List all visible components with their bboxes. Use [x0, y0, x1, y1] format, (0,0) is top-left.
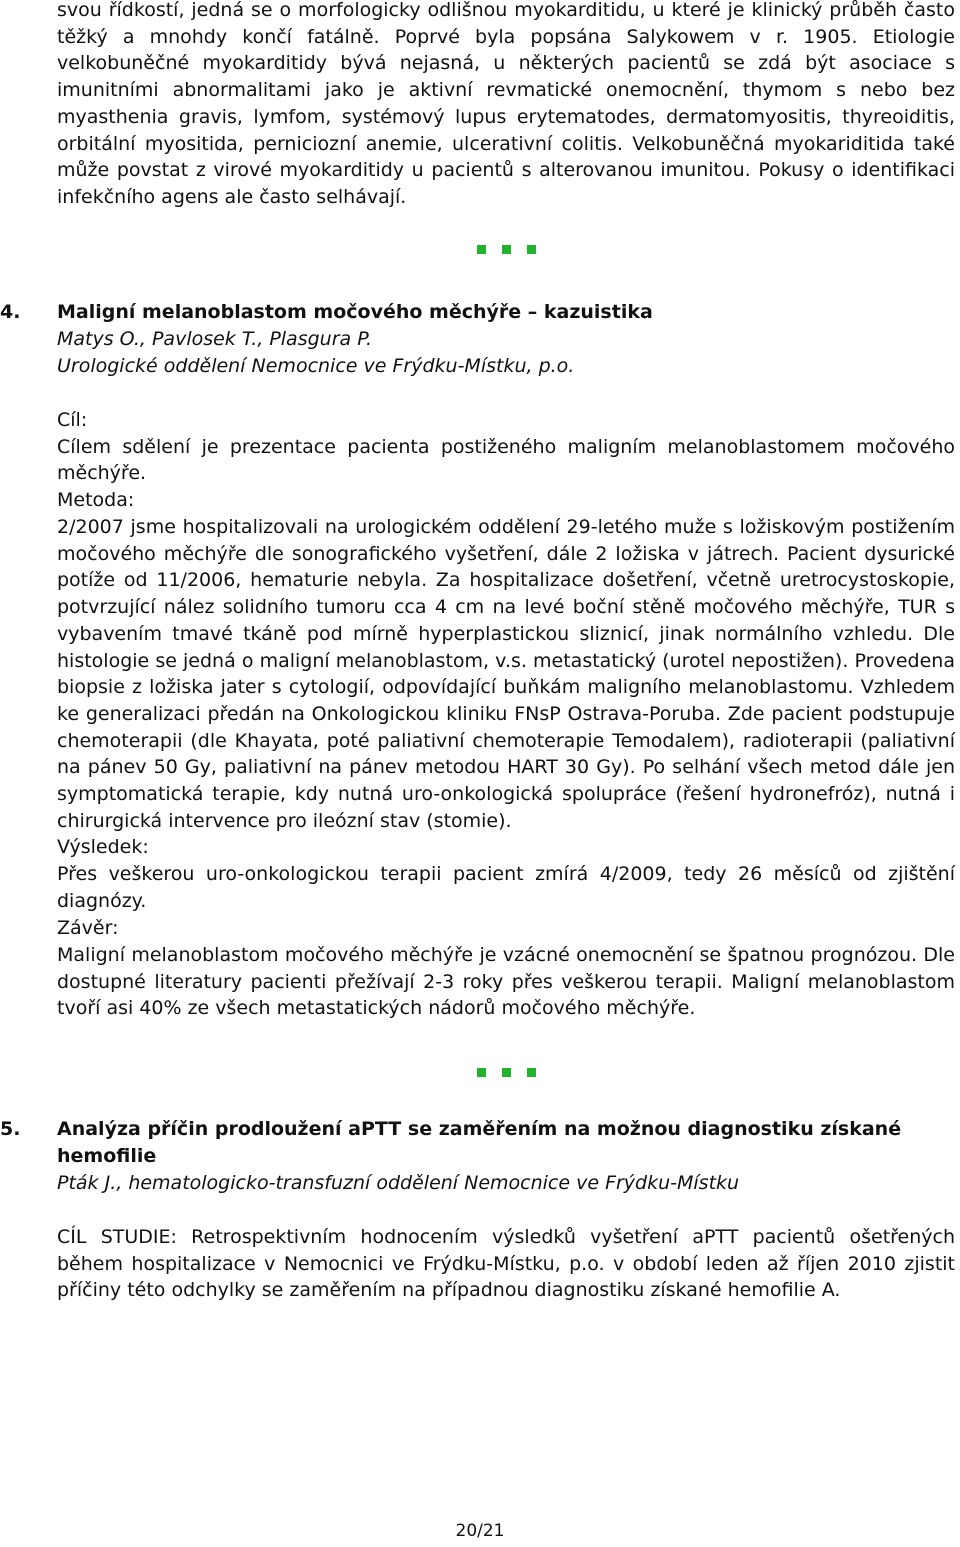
vysledek-label: Výsledek:: [57, 836, 149, 859]
section-separator: [57, 239, 955, 263]
metoda-label: Metoda:: [57, 489, 135, 512]
section-title: Maligní melanoblastom močového měchýře – kazuistika: [57, 300, 653, 323]
zaver-text: Maligní melanoblastom močového měchýře je vzácné onemocnění se špatnou prognózou. Dle dostupné literatury pacienti přežívají 2-3 roky přes veškerou terapii. Maligní melanoblastom tvoří asi 40% ze všech metastatických nádorů močového měchýře.: [57, 943, 955, 1020]
vysledek-text: Přes veškerou uro-onkologickou terapii pacient zmírá 4/2009, tedy 26 měsíců od zjištění diagnózy.: [57, 863, 955, 913]
page-number: 20/21: [455, 1521, 505, 1541]
zaver-label: Závěr:: [57, 916, 119, 939]
section-title: Analýza příčin prodloužení aPTT se zaměřením na možnou diagnostiku získané hemofilie: [57, 1117, 902, 1167]
section-affiliation: Urologické oddělení Nemocnice ve Frýdku-Místku, p.o.: [57, 354, 575, 377]
separator-square-icon: [477, 245, 486, 254]
section-authors: Matys O., Pavlosek T., Plasgura P.: [57, 327, 373, 350]
cil-label: Cíl:: [57, 408, 88, 431]
intro-paragraph: svou řídkostí, jedná se o morfologicky odlišnou myokarditidu, u které je klinický průběh často těžký a mnohdy končí fatálně. Poprvé byla popsána Salykowem v r. 1905. Etiologie velkobuněčné myokarditidy bývá nejasná, u některých pacientů se zdá být asociace s imunitními abnormalitami jako je aktivní revmatické onemocnění, thymom s nebo bez myasthenia gravis, lymfom, systémový lupus erytematodes, dermatomyositis, thyreoiditis, orbitální myositida, perniciozní anemie, ulcerativní colitis. Velkobuněčná myokariditida také může povstat z virové myokarditidy u pacientů s alterovanou imunitou. Pokusy o identifikaci infekčního agens ale často selhávají.: [57, 0, 955, 208]
separator-square-icon: [527, 1068, 536, 1077]
separator-square-icon: [502, 1068, 511, 1077]
section-4-heading: [0, 299, 955, 326]
cil-text: Cílem sdělení je prezentace pacienta postiženého maligním melanoblastomem močového měchýře.: [57, 435, 955, 485]
metoda-text: 2/2007 jsme hospitalizovali na urologickém oddělení 29-letého muže s ložiskovým postižením močového měchýře dle sonografického vyšetření, dále 2 ložiska v játrech. Pacient dysurické potíže od 11/2006, hematurie nebyla. Za hospitalizace došetření, včetně uretrocystoskopie, potvrzující nález solidního tumoru cca 4 cm na levé boční stěně močového měchýře, TUR s vybavením tmavé tkáně pod mírně hyperplastickou sliznicí, jinak normálního vzhledu. Dle histologie se jedná o maligní melanoblastom, v.s. metastatický (urotel nepostižen). Provedena biopsie z ložiska jater s cytologií, odpovídající buňkám maligního melanoblastomu. Vzhledem ke generalizaci předán na Onkologickou kliniku FNsP Ostrava-Poruba. Zde pacient podstupuje chemoterapii (dle Khayata, poté paliativní chemoterapie Temodalem), radioterapii (paliativní na pánev 50 Gy, paliativní na pánev metodou HART 30 Gy). Po selhání všech metod dále jen symptomatická terapie, kdy nutná uro-onkologická spolupráce (řešení hydronefróz), nutná i chirurgická intervence pro ileózní stav (stomie).: [57, 516, 955, 832]
section-authors: Pták J., hematologicko-transfuzní oddělení Nemocnice ve Frýdku-Místku: [57, 1171, 740, 1194]
section-5: [0, 1116, 955, 1304]
section-separator: [57, 1062, 955, 1086]
section-number: 4.: [0, 300, 21, 323]
section-5-heading: [0, 1116, 955, 1170]
cil-studie-text: CÍL STUDIE: Retrospektivním hodnocením výsledků vyšetření aPTT pacientů ošetřených během hospitalizace v Nemocnici ve Frýdku-Místku, p.o. v období leden až říjen 2010 zjistit příčiny této odchylky se zaměřením na případnou diagnostiku získané hemofilie A.: [57, 1225, 955, 1302]
section-4: [0, 299, 955, 1022]
separator-square-icon: [527, 245, 536, 254]
separator-square-icon: [477, 1068, 486, 1077]
section-number: 5.: [0, 1117, 21, 1140]
separator-square-icon: [502, 245, 511, 254]
